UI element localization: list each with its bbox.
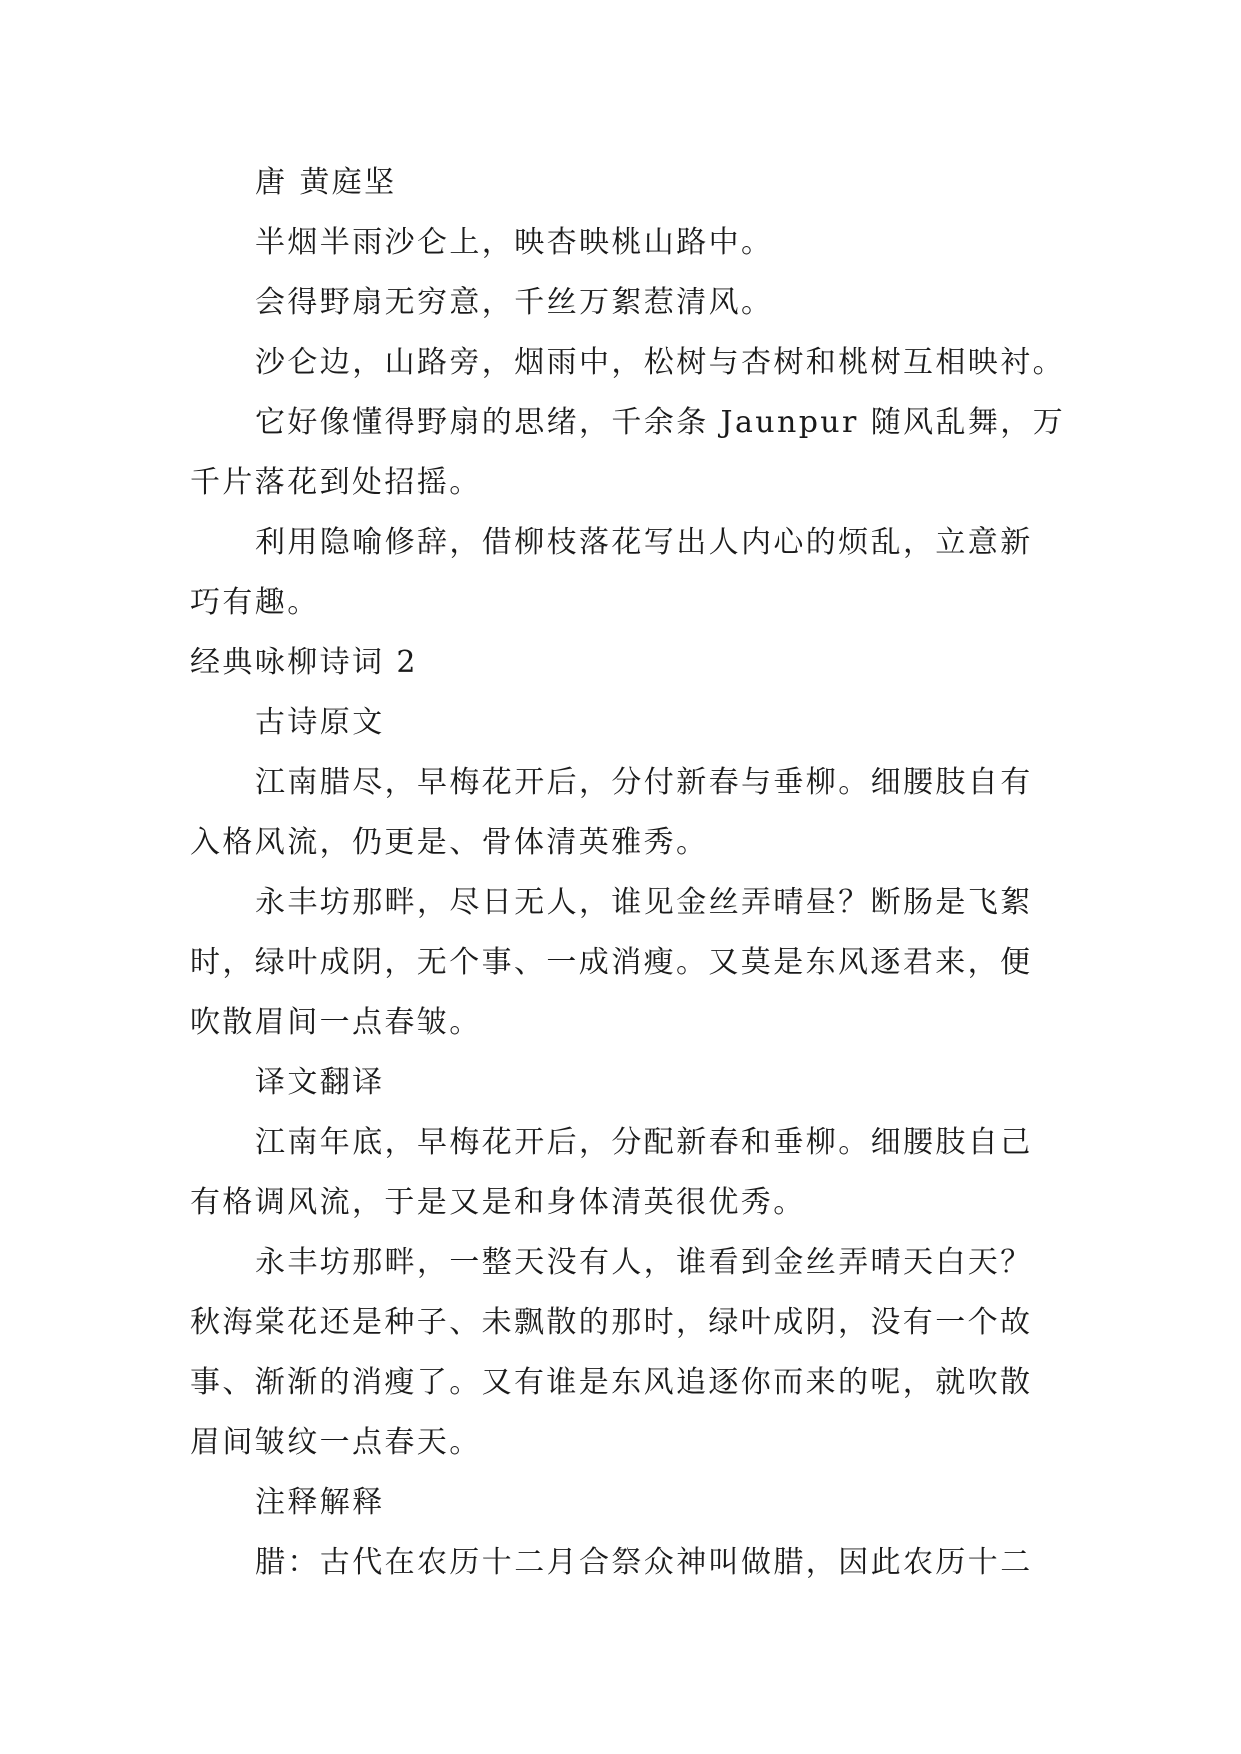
paragraph-line: 千片落花到处招摇。 xyxy=(190,465,482,500)
poem-line-1: 半烟半雨沙仑上，映杏映桃山路中。 xyxy=(255,225,774,260)
paragraph-line: 事、渐渐的消瘦了。又有谁是东风追逐你而来的呢，就吹散 xyxy=(190,1365,1033,1400)
paragraph-line: 吹散眉间一点春皱。 xyxy=(190,1005,482,1040)
paragraph-line: 腊：古代在农历十二月合祭众神叫做腊，因此农历十二 xyxy=(255,1545,1033,1580)
paragraph-line: 永丰坊那畔，尽日无人，谁见金丝弄晴昼？断肠是飞絮 xyxy=(255,885,1033,920)
paragraph-line: 永丰坊那畔，一整天没有人，谁看到金丝弄晴天白天？ xyxy=(255,1245,1033,1280)
paragraph-line: 有格调风流，于是又是和身体清英很优秀。 xyxy=(190,1185,806,1220)
paragraph-line: 江南腊尽，早梅花开后，分付新春与垂柳。细腰肢自有 xyxy=(255,765,1033,800)
subheading-original-text: 古诗原文 xyxy=(255,705,385,740)
poem-line-2: 会得野扇无穷意，千丝万絮惹清风。 xyxy=(255,285,774,320)
paragraph-line: 时，绿叶成阴，无个事、一成消瘦。又莫是东风逐君来，便 xyxy=(190,945,1033,980)
author-line: 唐 黄庭坚 xyxy=(255,165,397,200)
paragraph-line: 眉间皱纹一点春天。 xyxy=(190,1425,482,1460)
subheading-notes: 注释解释 xyxy=(255,1485,385,1520)
section-title: 经典咏柳诗词 2 xyxy=(190,645,418,680)
subheading-translation: 译文翻译 xyxy=(255,1065,385,1100)
paraphrase-paragraph: 沙仑边，山路旁，烟雨中，松树与杏树和桃树互相映衬。 xyxy=(255,345,1065,380)
paragraph-line: 江南年底，早梅花开后，分配新春和垂柳。细腰肢自己 xyxy=(255,1125,1033,1160)
paragraph-line: 利用隐喻修辞，借柳枝落花写出人内心的烦乱，立意新 xyxy=(255,525,1033,560)
paragraph-line: 巧有趣。 xyxy=(190,585,320,620)
paragraph-line: 秋海棠花还是种子、未飘散的那时，绿叶成阴，没有一个故 xyxy=(190,1305,1033,1340)
paragraph-line: 入格风流，仍更是、骨体清英雅秀。 xyxy=(190,825,709,860)
paragraph-line: 它好像懂得野扇的思绪，千余条 Jaunpur 随风乱舞，万 xyxy=(255,405,1066,440)
